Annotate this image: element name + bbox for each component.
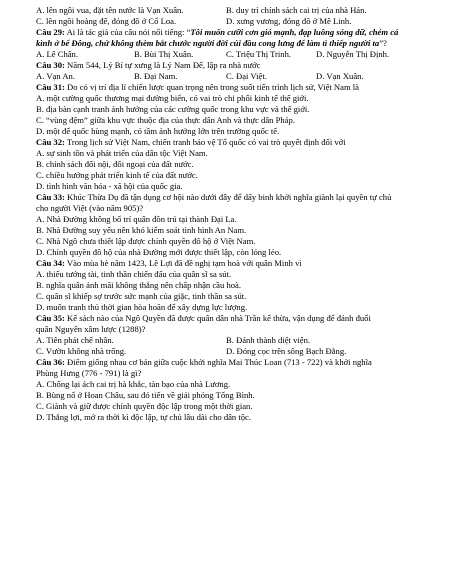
q36-label: Câu 36: bbox=[36, 357, 65, 367]
q33-stem-line-2: cho người Việt (vào năm 905)? bbox=[36, 203, 144, 213]
q36-option-b: B. Bùng nổ ở Hoan Châu, sau đó tiến về giải phóng Tống Bình. bbox=[36, 390, 255, 400]
q29-option-d: D. Nguyễn Thị Định. bbox=[316, 49, 390, 59]
q32-label: Câu 32: bbox=[36, 137, 65, 147]
q31-label: Câu 31: bbox=[36, 82, 65, 92]
q32-option-c: C. chiều hướng phát triển kinh tế của đất nước. bbox=[36, 170, 198, 180]
q30-option-d: D. Vạn Xuân. bbox=[316, 71, 364, 81]
q29-quote-end: ”? bbox=[379, 38, 387, 48]
q34-option-a: A. thiếu tướng tài, tinh thần chiến đấu của quân sĩ sa sút. bbox=[36, 269, 232, 279]
q28-option-b: B. duy trì chính sách cai trị của nhà Hán. bbox=[226, 5, 367, 15]
q28-option-a: A. lên ngôi vua, đặt tên nước là Vạn Xuân. bbox=[36, 5, 184, 15]
q35-option-c: C. Vườn không nhà trống. bbox=[36, 346, 127, 356]
q35-stem-text: Kế sách nào của Ngô Quyền đã được quân dân nhà Trần kế thừa, vận dụng để đánh đuổi bbox=[64, 313, 371, 323]
q32-option-b: B. chính sách đối nội, đối ngoại của đất nước. bbox=[36, 159, 194, 169]
q36-option-a: A. Chống lại ách cai trị hà khắc, tàn bạo của nhà Lương. bbox=[36, 379, 231, 389]
q29-label: Câu 29: bbox=[36, 27, 65, 37]
q33-stem-line-1 bbox=[36, 192, 424, 203]
q35-label: Câu 35: bbox=[36, 313, 65, 323]
q31-stem bbox=[36, 82, 424, 93]
q31-option-b: B. địa bàn cạnh tranh ảnh hưởng của các cường quốc trong khu vực và thế giới. bbox=[36, 104, 310, 114]
q35-option-d: D. Đóng cọc trên sông Bạch Đằng. bbox=[226, 346, 347, 356]
q29-stem: Ai là tác giả của câu nói nổi tiếng: “ bbox=[64, 27, 191, 37]
q34-option-c: C. quân sĩ khiếp sợ trước sức mạnh của giặc, tinh thần sa sút. bbox=[36, 291, 247, 301]
q28-option-c: C. lên ngôi hoàng đế, đóng đô ở Cổ Loa. bbox=[36, 16, 177, 26]
q34-option-b: B. nghĩa quân ảnh mãi không thắng nên chấp nhận cầu hoà. bbox=[36, 280, 241, 290]
q36-stem-text: Điểm giống nhau cơ bản giữa cuộc khởi nghĩa Mai Thúc Loan (713 - 722) và khởi nghĩa bbox=[64, 357, 372, 367]
q36-stem-line-2: Phùng Hưng (776 - 791) là gì? bbox=[36, 368, 142, 378]
q34-option-d: D. muốn tranh thủ thời gian hòa hoãn để xây dựng lực lượng. bbox=[36, 302, 248, 312]
q30-option-a: A. Vạn An. bbox=[36, 71, 75, 81]
q29-option-c: C. Triệu Thị Trinh. bbox=[226, 49, 292, 59]
q30-option-b: B. Đại Nam. bbox=[134, 71, 178, 81]
q31-option-c: C. “vùng đệm” giữa khu vực thuộc địa của thực dân Anh và thực dân Pháp. bbox=[36, 115, 295, 125]
q35-stem-line-2: quân Nguyên xâm lược (1288)? bbox=[36, 324, 146, 334]
q30-stem-text: Năm 544, Lý Bí tự xưng là Lý Nam Đế, lập ra nhà nước bbox=[64, 60, 261, 70]
q30-stem bbox=[36, 60, 424, 71]
q33-option-d: D. Chính quyền đô hộ của nhà Đường mới được thiết lập, còn lỏng lẻo. bbox=[36, 247, 282, 257]
q32-stem-text: Trong lịch sử Việt Nam, chiến tranh bảo vệ Tổ quốc có vai trò quyết định đối với bbox=[64, 137, 346, 147]
q31-option-a: A. một cường quốc thương mại đường biển, có vai trò chi phối kinh tế thế giới. bbox=[36, 93, 309, 103]
q29-option-b: B. Bùi Thị Xuân. bbox=[134, 49, 194, 59]
q33-label: Câu 33: bbox=[36, 192, 65, 202]
q35-stem-line-1 bbox=[36, 313, 424, 324]
q29-option-a: A. Lê Chân. bbox=[36, 49, 79, 59]
q29-quote-line-2: kình ở bể Đông, chứ không thèm bắt chước người đời cúi đầu cong lưng để làm tì thiếp người ta bbox=[36, 38, 380, 48]
q31-option-d: D. một đế quốc hùng mạnh, có tầm ảnh hưởng lớn trên trường quốc tế. bbox=[36, 126, 280, 136]
q35-option-b: B. Đánh thành diệt viện. bbox=[226, 335, 311, 345]
q33-option-a: A. Nhà Đường không bổ trí quân đồn trú tại thành Đại La. bbox=[36, 214, 237, 224]
q36-stem-line-1 bbox=[36, 357, 424, 368]
q36-option-c: C. Giành và giữ được chính quyền độc lập trong một thời gian. bbox=[36, 401, 253, 411]
q33-option-c: C. Nhà Ngô chưa thiết lập được chính quyền đô hộ ở Việt Nam. bbox=[36, 236, 256, 246]
q29-quote-line-1: Tôi muốn cưỡi cơn gió mạnh, đạp luồng sóng dữ, chém cá bbox=[190, 27, 399, 37]
q31-stem-text: Do có vị trí địa lí chiến lược quan trọng nên trong suốt tiến trình lịch sử, Việt Nam là bbox=[64, 82, 359, 92]
q33-option-b: B. Nhà Đường suy yếu nên khó kiểm soát tình hình An Nam. bbox=[36, 225, 247, 235]
q34-label: Câu 34: bbox=[36, 258, 65, 268]
q33-stem-text: Khúc Thừa Dụ đã tận dụng cơ hội nào dưới đây để dấy binh khởi nghĩa giành lại quyền tự chủ bbox=[64, 192, 392, 202]
q30-label: Câu 30: bbox=[36, 60, 65, 70]
q32-option-d: D. tình hình văn hóa - xã hội của quốc gia. bbox=[36, 181, 183, 191]
q35-option-a: A. Tiên phát chế nhân. bbox=[36, 335, 114, 345]
q36-option-d: D. Thắng lợi, mở ra thời kì độc lập, tự chủ lâu dài cho dân tộc. bbox=[36, 412, 252, 422]
q32-stem bbox=[36, 137, 424, 148]
q32-option-a: A. sự sinh tồn và phát triển của dân tộc Việt Nam. bbox=[36, 148, 208, 158]
q30-option-c: C. Đại Việt. bbox=[226, 71, 267, 81]
q34-stem bbox=[36, 258, 424, 269]
q28-option-d: D. xưng vương, đóng đô ở Mê Linh. bbox=[226, 16, 352, 26]
q29-stem-line-2 bbox=[36, 38, 424, 49]
q34-stem-text: Vào mùa hè năm 1423, Lê Lợi đã đề nghị tạm hoà với quân Minh vì bbox=[64, 258, 302, 268]
q29-stem-line-1 bbox=[36, 27, 424, 38]
